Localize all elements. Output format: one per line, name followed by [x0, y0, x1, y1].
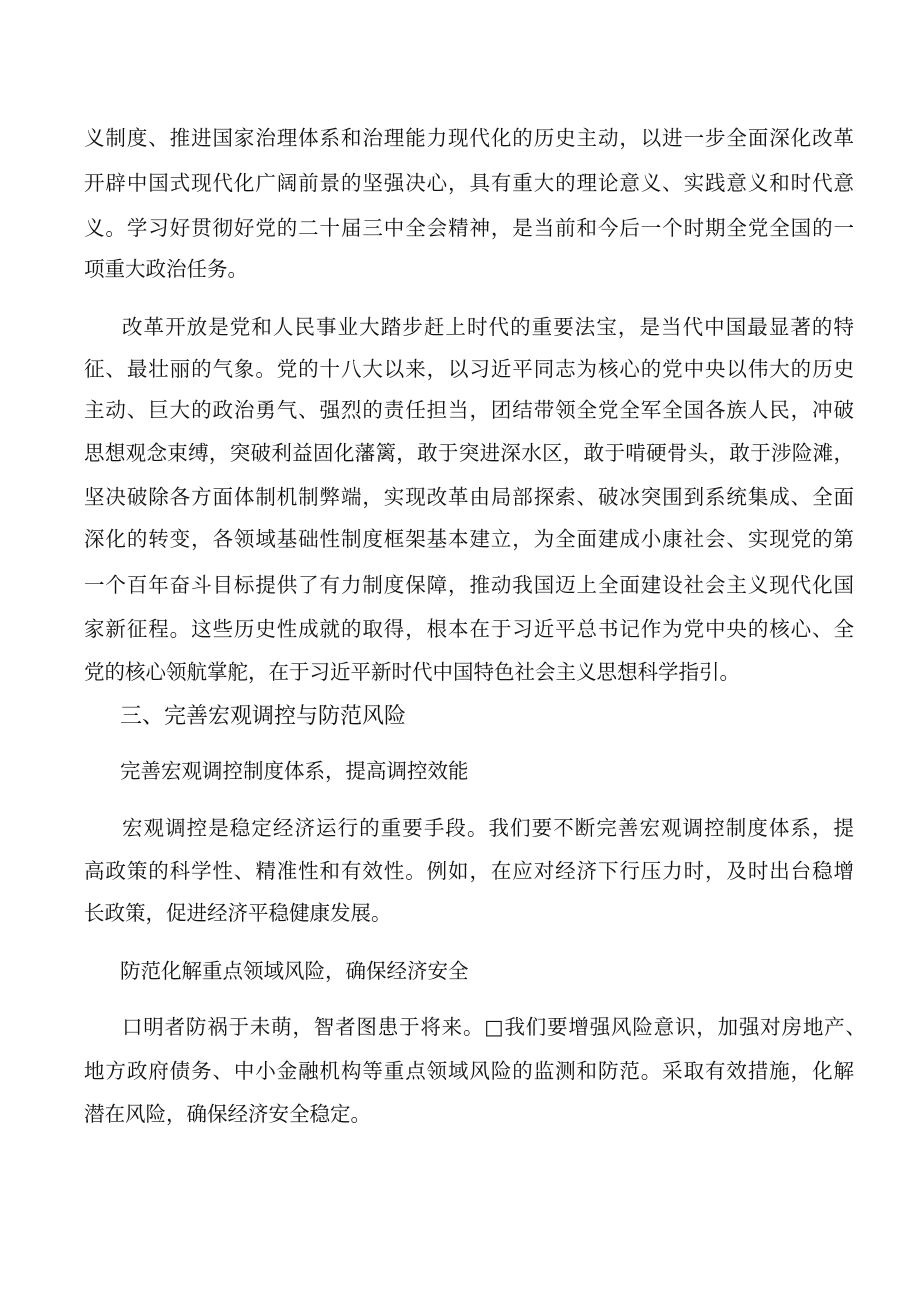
paragraph-1-line-4: 项重大政治任务。	[84, 257, 248, 281]
paragraph-2-line-2: 征、最壮丽的气象。党的十八大以来，以习近平同志为核心的党中央以伟大的历史	[84, 357, 854, 381]
paragraph-2-line-4: 思想观念束缚，突破利益固化藩篱，敢于突进深水区，敢于啃硬骨头，敢于涉险滩，	[84, 441, 854, 465]
paragraph-3-line-3: 长政策，促进经济平稳健康发展。	[84, 901, 392, 925]
paragraph-3-line-1: 宏观调控是稳定经济运行的重要手段。我们要不断完善宏观调控制度体系，提	[122, 816, 854, 840]
paragraph-3-line-2: 高政策的科学性、精准性和有效性。例如，在应对经济下行压力时，及时出台稳增	[84, 859, 854, 883]
paragraph-1-line-3: 义。学习好贯彻好党的二十届三中全会精神，是当前和今后一个时期全党全国的一	[84, 216, 854, 240]
paragraph-2-line-6: 深化的转变，各领域基础性制度框架基本建立，为全面建成小康社会、实现党的第	[84, 527, 854, 551]
paragraph-1-line-1: 义制度、推进国家治理体系和治理能力现代化的历史主动，以进一步全面深化改革	[84, 126, 854, 150]
paragraph-4-line-3: 潜在风险，确保经济安全稳定。	[84, 1102, 371, 1126]
section-heading: 三、完善宏观调控与防范风险	[120, 704, 407, 729]
paragraph-2-line-7: 一个百年奋斗目标提供了有力制度保障，推动我国迈上全面建设社会主义现代化国	[84, 573, 854, 597]
paragraph-2-line-3: 主动、巨大的政治勇气、强烈的责任担当，团结带领全党全军全国各族人民，冲破	[84, 398, 854, 422]
paragraph-2-line-9: 党的核心领航掌舵，在于习近平新时代中国特色社会主义思想科学指引。	[84, 660, 740, 684]
paragraph-2-line-1: 改革开放是党和人民事业大踏步赶上时代的重要法宝，是当代中国最显著的特	[122, 315, 854, 339]
subheading-1: 完善宏观调控制度体系，提高调控效能	[120, 759, 469, 783]
paragraph-2-line-5: 坚决破除各方面体制机制弊端，实现改革由局部探索、破冰突围到系统集成、全面	[84, 485, 854, 509]
paragraph-4-line-1: 口明者防祸于未萌，智者图患于将来。□我们要增强风险意识，加强对房地产、	[122, 1015, 866, 1039]
subheading-2: 防范化解重点领域风险，确保经济安全	[120, 959, 469, 983]
paragraph-2-line-8: 家新征程。这些历史性成就的取得，根本在于习近平总书记作为党中央的核心、全	[84, 617, 854, 641]
paragraph-1-line-2: 开辟中国式现代化广阔前景的坚强决心，具有重大的理论意义、实践意义和时代意	[84, 171, 854, 195]
paragraph-4-line-2: 地方政府债务、中小金融机构等重点领域风险的监测和防范。采取有效措施，化解	[84, 1059, 854, 1083]
